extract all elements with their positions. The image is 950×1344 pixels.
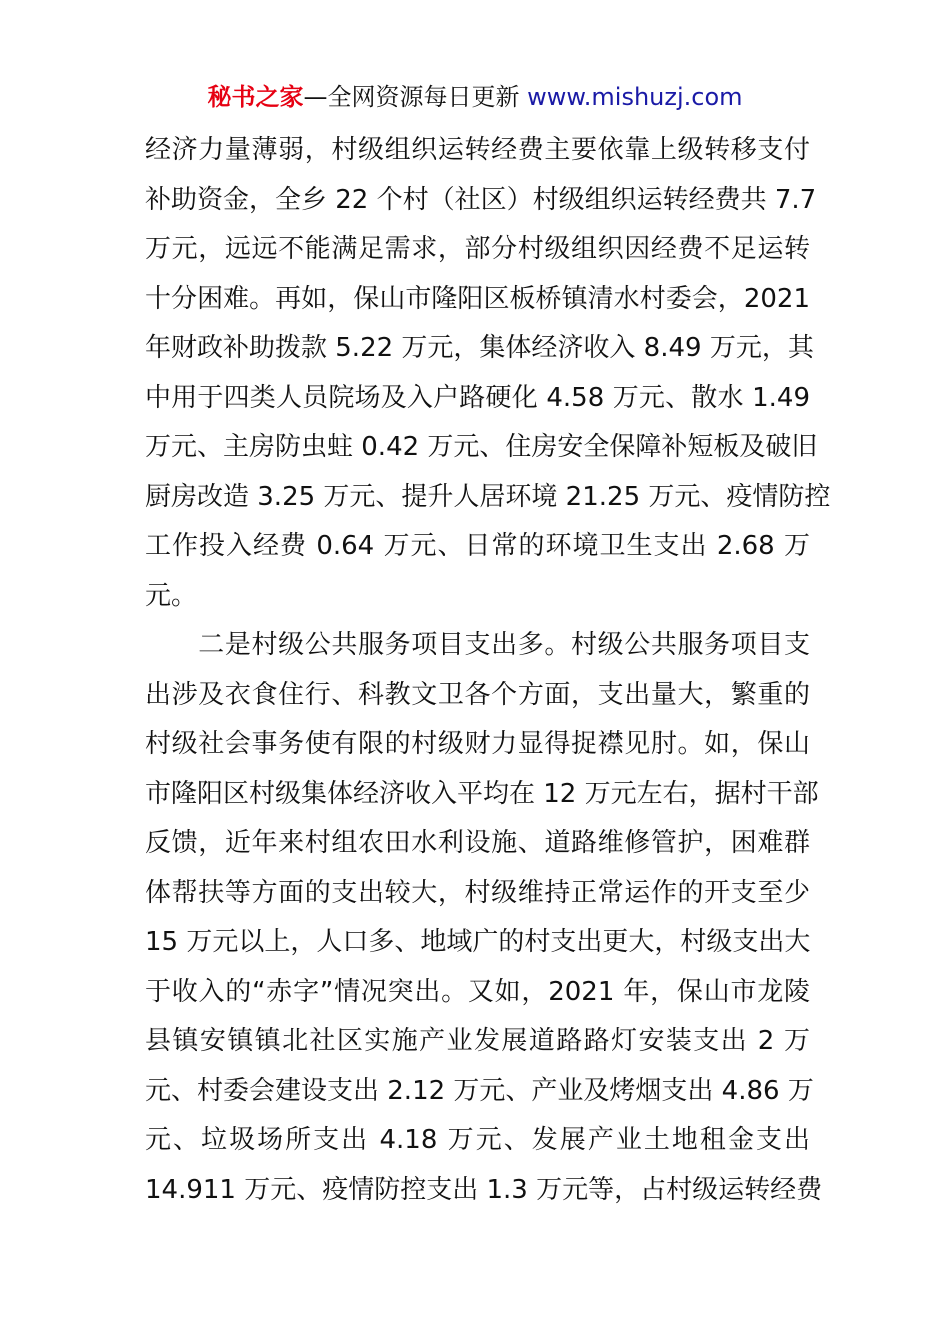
text-line: 村级社会事务使有限的村级财力显得捉襟见肘。如，保山 [145, 729, 810, 759]
text-line: 万元、主房防虫蛀 0.42 万元、住房安全保障补短板及破旧 [145, 432, 818, 462]
brand-name: 秘书之家 [207, 83, 304, 111]
text-line: 补助资金，全乡 22 个村（社区）村级组织运转经费共 7.7 [145, 184, 817, 215]
text-line: 元、垃圾场所支出 4.18 万元、发展产业土地租金支出 [145, 1125, 810, 1155]
site-header [0, 80, 950, 114]
text-line: 反馈，近年来村组农田水利设施、道路维修管护，困难群 [145, 828, 810, 858]
header-tagline: —全网资源每日更新 [303, 83, 520, 111]
paragraph-start-line: 二是村级公共服务项目支出多。村级公共服务项目支 [145, 630, 810, 660]
text-line: 14.911 万元、疫情防控支出 1.3 万元等，占村级运转经费 [145, 1174, 823, 1205]
text-line: 元、村委会建设支出 2.12 万元、产业及烤烟支出 4.86 万 [145, 1075, 814, 1106]
text-line: 中用于四类人员院场及入户路硬化 4.58 万元、散水 1.49 [145, 382, 810, 413]
paragraph-end-line: 元。 [145, 580, 198, 611]
text-line: 市隆阳区村级集体经济收入平均在 12 万元左右，据村干部 [145, 778, 819, 809]
text-line: 十分困难。再如，保山市隆阳区板桥镇清水村委会，2021 [145, 283, 810, 314]
text-line: 体帮扶等方面的支出较大，村级维持正常运作的开支至少 [145, 877, 810, 908]
text-line: 于收入的“赤字”情况突出。又如，2021 年，保山市龙陵 [145, 976, 810, 1007]
site-url[interactable]: www.mishuzj.com [527, 83, 743, 111]
text-line: 15 万元以上，人口多、地域广的村支出更大，村级支出大 [145, 927, 811, 957]
text-line: 工作投入经费 0.64 万元、日常的环境卫生支出 2.68 万 [145, 531, 810, 561]
text-line: 年财政补助拨款 5.22 万元，集体经济收入 8.49 万元，其 [145, 333, 814, 363]
text-line: 万元，远远不能满足需求，部分村级组织因经费不足运转 [145, 234, 810, 264]
text-line: 县镇安镇镇北社区实施产业发展道路路灯安装支出 2 万 [145, 1026, 810, 1056]
text-line: 经济力量薄弱，村级组织运转经费主要依靠上级转移支付 [145, 135, 810, 165]
document-body [145, 126, 831, 1215]
text-line: 厨房改造 3.25 万元、提升人居环境 21.25 万元、疫情防控 [145, 481, 831, 512]
text-line: 出涉及衣食住行、科教文卫各个方面，支出量大，繁重的 [145, 679, 810, 710]
